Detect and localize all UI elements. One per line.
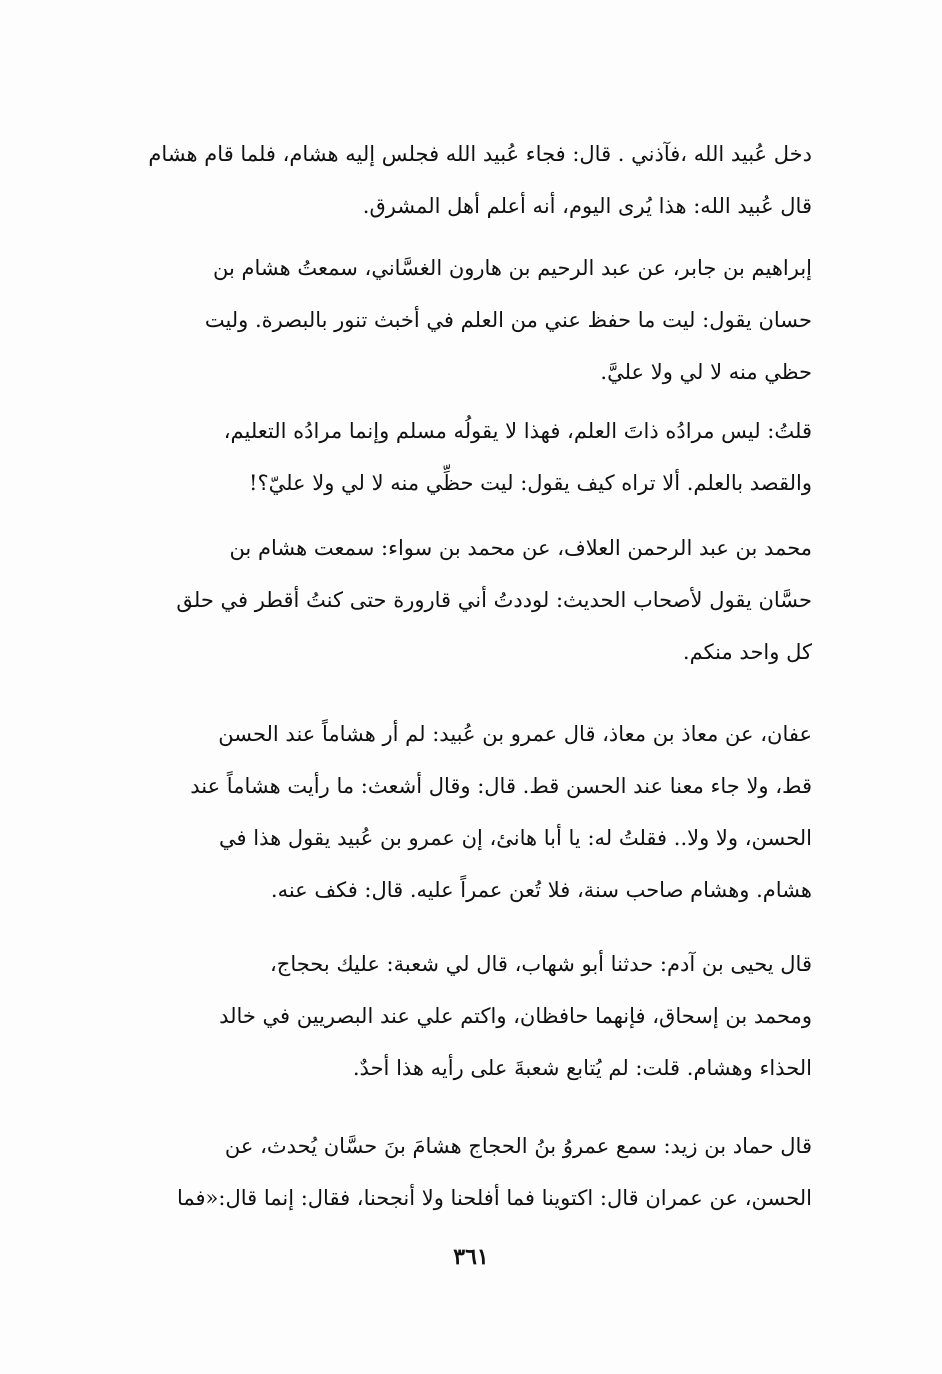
text-line: قال يحيى بن آدم: حدثنا أبو شهاب، قال لي شعبة: عليك بحجاج، xyxy=(270,952,812,976)
text-line: محمد بن عبد الرحمن العلاف، عن محمد بن سواء: سمعت هشام بن xyxy=(229,536,812,560)
paragraph xyxy=(140,242,812,398)
paragraph xyxy=(140,708,812,916)
text-line: قال عُبيد الله: هذا يُرى اليوم، أنه أعلم أهل المشرق. xyxy=(362,194,812,218)
text-line: والقصد بالعلم. ألا تراه كيف يقول: ليت حظِّي منه لا لي ولا عليّ؟! xyxy=(249,471,812,495)
text-line: قلتُ: ليس مرادُه ذاتَ العلم، فهذا لا يقولُه مسلم وإنما مرادُه التعليم، xyxy=(223,419,812,443)
paragraph xyxy=(140,128,812,232)
text-line: دخل عُبيد الله ،فآذني . قال: فجاء عُبيد الله فجلس إليه هشام، فلما قام هشام xyxy=(148,142,812,166)
paragraph xyxy=(140,405,812,509)
text-line: قال حماد بن زيد: سمع عمروُ بنُ الحجاج هشامَ بنَ حسَّان يُحدث، عن xyxy=(224,1134,812,1158)
text-line: ومحمد بن إسحاق، فإنهما حافظان، واكتم علي عند البصريين في خالد xyxy=(219,1004,812,1028)
text-line: عفان، عن معاذ بن معاذ، قال عمرو بن عُبيد: لم أر هشاماً عند الحسن xyxy=(218,722,812,746)
text-line: هشام. وهشام صاحب سنة، فلا تُعن عمراً عليه. قال: فكف عنه. xyxy=(270,878,812,902)
page-number: ٣٦١ xyxy=(453,1244,489,1270)
text-line: الحسن، عن عمران قال: اكتوينا فما أفلحنا ولا أنجحنا، فقال: إنما قال:«فما xyxy=(176,1186,812,1210)
text-line: قط، ولا جاء معنا عند الحسن قط. قال: وقال أشعث: ما رأيت هشاماً عند xyxy=(190,774,812,798)
text-line: كل واحد منكم. xyxy=(682,640,812,664)
text-line: الحسن، ولا ولا.. فقلتُ له: يا أبا هانئ، إن عمرو بن عُبيد يقول هذا في xyxy=(219,826,812,850)
text-line: إبراهيم بن جابر، عن عبد الرحيم بن هارون الغسَّاني، سمعتُ هشام بن xyxy=(212,256,812,280)
paragraph xyxy=(140,938,812,1094)
text-line: حظي منه لا لي ولا عليَّ. xyxy=(600,360,812,384)
paragraph xyxy=(140,1120,812,1224)
text-line: الحذاء وهشام. قلت: لم يُتابع شعبةَ على رأيه هذا أحدٌ. xyxy=(352,1056,812,1080)
paragraph xyxy=(140,522,812,678)
text-line: حسان يقول: ليت ما حفظ عني من العلم في أخبث تنور بالبصرة. وليت xyxy=(204,308,812,332)
text-line: حسَّان يقول لأصحاب الحديث: لوددتُ أني قارورة حتى كنتُ أقطر في حلق xyxy=(176,588,812,612)
